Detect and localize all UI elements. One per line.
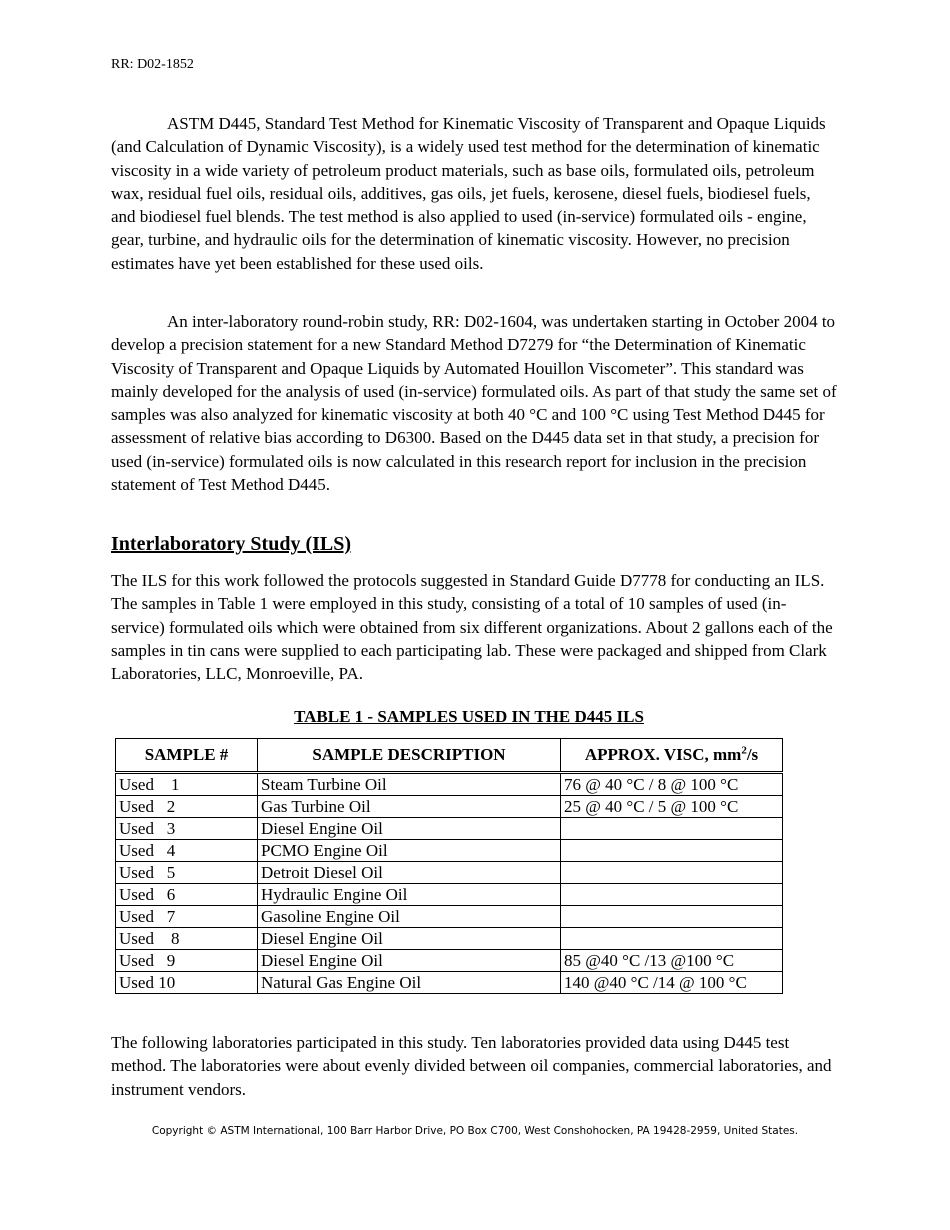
sample-description-cell: Diesel Engine Oil (258, 818, 561, 840)
approx-visc-cell: 25 @ 40 °C / 5 @ 100 °C (561, 796, 783, 818)
labs-paragraph: The following laboratories participated in this study. Ten laboratories provided data using D445 test method. The laboratories were about evenly divided between oil companies, commercial laboratories, and instrument vendors. (111, 1033, 832, 1099)
sample-description-cell: PCMO Engine Oil (258, 840, 561, 862)
table-row (116, 818, 783, 840)
table-row (116, 928, 783, 950)
copyright-footer: Copyright © ASTM International, 100 Barr Harbor Drive, PO Box C700, West Conshohocken, PA 19428-2959, United States. (151, 1125, 799, 1137)
sample-number-cell: Used 3 (116, 818, 258, 840)
table-row (116, 950, 783, 972)
sample-description-cell: Diesel Engine Oil (258, 950, 561, 972)
sample-description-cell: Detroit Diesel Oil (258, 862, 561, 884)
intro-paragraph: ASTM D445, Standard Test Method for Kinematic Viscosity of Transparent and Opaque Liquids (and Calculation of Dynamic Viscosity), is a widely used test method for the determination of kinematic viscosity in a wide variety of petroleum product materials, such as base oils, formulated oils, petroleum wax, residual fuel oils, residual oils, additives, gas oils, jet fuels, kerosene, diesel fuels, biodiesel fuels, and biodiesel fuel blends. The test method is also applied to used (in-service) formulated oils - engine, gear, turbine, and hydraulic oils for the determination of kinematic viscosity. However, no precision estimates have yet been established for these used oils. (111, 114, 826, 273)
table-row (116, 884, 783, 906)
sample-description-cell: Hydraulic Engine Oil (258, 884, 561, 906)
sample-number-cell: Used 8 (116, 928, 258, 950)
header-visc-superscript: 2 (741, 744, 747, 757)
sample-number-cell: Used 9 (116, 950, 258, 972)
report-id-header: RR: D02-1852 (111, 57, 194, 72)
header-visc-text: APPROX. VISC, mm (584, 745, 742, 764)
sample-number-cell: Used 1 (116, 773, 258, 796)
approx-visc-cell (561, 884, 783, 906)
header-approx-visc (561, 739, 783, 773)
sample-description-cell: Gasoline Engine Oil (258, 906, 561, 928)
sample-description-cell: Steam Turbine Oil (258, 773, 561, 796)
table-row (116, 906, 783, 928)
sample-number-cell: Used 2 (116, 796, 258, 818)
table-row (116, 972, 783, 994)
approx-visc-cell: 85 @40 °C /13 @100 °C (561, 950, 783, 972)
sample-number-cell: Used 5 (116, 862, 258, 884)
approx-visc-cell (561, 928, 783, 950)
header-sample-description: SAMPLE DESCRIPTION (258, 739, 561, 773)
table-title: TABLE 1 - SAMPLES USED IN THE D445 ILS (294, 707, 644, 726)
sample-number-cell: Used 4 (116, 840, 258, 862)
table-row (116, 773, 783, 796)
approx-visc-cell (561, 906, 783, 928)
sample-description-cell: Diesel Engine Oil (258, 928, 561, 950)
sample-number-cell: Used 7 (116, 906, 258, 928)
header-sample-number: SAMPLE # (116, 739, 258, 773)
header-visc-unit: /s (746, 745, 759, 764)
table-body (116, 773, 783, 994)
sample-description-cell: Natural Gas Engine Oil (258, 972, 561, 994)
samples-table (115, 738, 783, 994)
section-heading-ils: Interlaboratory Study (ILS) (111, 533, 352, 555)
sample-number-cell: Used 10 (116, 972, 258, 994)
table-header-row (116, 739, 783, 773)
table-row (116, 840, 783, 862)
approx-visc-cell (561, 840, 783, 862)
ils-paragraph: The ILS for this work followed the protocols suggested in Standard Guide D7778 for conducting an ILS. The samples in Table 1 were employed in this study, consisting of a total of 10 samples of used (in-service) formulated oils which were obtained from six different organizations. About 2 gallons each of the samples in tin cans were supplied to each participating lab. These were packaged and shipped from Clark Laboratories, LLC, Monroeville, PA. (111, 571, 833, 684)
approx-visc-cell (561, 862, 783, 884)
background-paragraph: An inter-laboratory round-robin study, RR: D02-1604, was undertaken starting in October 2004 to develop a precision statement for a new Standard Method D7279 for “the Determination of Kinematic Viscosity of Transparent and Opaque Liquids by Automated Houillon Viscometer”. This standard was mainly developed for the analysis of used (in-service) formulated oils. As part of that study the same set of samples was also analyzed for kinematic viscosity at both 40 °C and 100 °C using Test Method D445 for assessment of relative bias according to D6300. Based on the D445 data set in that study, a precision for used (in-service) formulated oils is now calculated in this research report for inclusion in the precision statement of Test Method D445. (111, 312, 837, 495)
approx-visc-cell: 140 @40 °C /14 @ 100 °C (561, 972, 783, 994)
sample-description-cell: Gas Turbine Oil (258, 796, 561, 818)
table-row (116, 796, 783, 818)
approx-visc-cell: 76 @ 40 °C / 8 @ 100 °C (561, 773, 783, 796)
approx-visc-cell (561, 818, 783, 840)
table-row (116, 862, 783, 884)
sample-number-cell: Used 6 (116, 884, 258, 906)
